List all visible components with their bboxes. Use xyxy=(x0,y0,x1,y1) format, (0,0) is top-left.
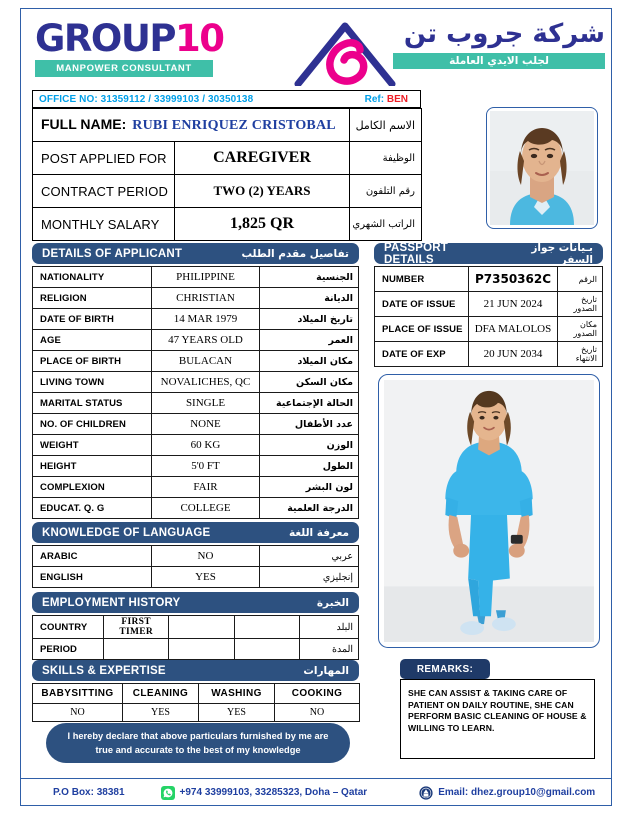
skill-header: CLEANING xyxy=(123,684,199,704)
passport-details-section xyxy=(374,243,603,367)
row-label: NO. OF CHILDREN xyxy=(33,414,152,435)
table-row xyxy=(375,317,603,342)
applicant-section-header xyxy=(32,243,359,264)
logo-tagline-band: MANPOWER CONSULTANT xyxy=(35,60,213,77)
fullname-cell xyxy=(33,109,350,142)
row-label: ENGLISH xyxy=(33,567,152,588)
arabic-tagline-band: لجلب الايدي العاملة xyxy=(393,53,605,69)
skill-value: NO xyxy=(275,704,360,722)
row-value: 5'0 FT xyxy=(152,456,260,477)
row-arabic-label: تاريخ الميلاد xyxy=(260,309,359,330)
applicant-id-photo xyxy=(486,107,598,229)
table-row xyxy=(375,267,603,292)
office-number-bar xyxy=(32,90,421,108)
table-row xyxy=(33,309,359,330)
section-title-ar: الخبرة xyxy=(316,596,349,609)
table-row xyxy=(33,208,422,241)
footer-pobox xyxy=(53,787,125,798)
ref-value: BEN xyxy=(386,93,408,105)
ref-label: Ref: xyxy=(364,93,385,105)
row-label: EDUCAT. Q. G xyxy=(33,498,152,519)
row-arabic-label: البلد xyxy=(300,616,359,639)
row-arabic-label: الطول xyxy=(260,456,359,477)
office-number-text: OFFICE NO: 31359112 / 33999103 / 30350138 xyxy=(39,93,254,105)
row-value-1: FIRST TIMER xyxy=(104,616,169,639)
row-label: AGE xyxy=(33,330,152,351)
row-label: NUMBER xyxy=(375,267,469,292)
employment-section-header xyxy=(32,592,359,613)
arabic-company-name: شركة جروب تن xyxy=(403,19,605,49)
section-title-en: SKILLS & EXPERTISE xyxy=(42,664,166,677)
row-value: 21 JUN 2024 xyxy=(469,292,558,317)
declaration-line-1: I hereby declare that above particulars furnished by me are xyxy=(67,731,329,741)
row-label: CONTRACT PERIOD xyxy=(33,175,175,208)
section-title-ar: المهارات xyxy=(303,664,349,677)
skill-value: NO xyxy=(33,704,123,722)
row-value: NO xyxy=(152,546,260,567)
row-value: YES xyxy=(152,567,260,588)
row-arabic-label: الدرجة العلمية xyxy=(260,498,359,519)
portrait-illustration xyxy=(490,111,594,225)
passport-details-table xyxy=(374,266,603,367)
row-label: PLACE OF BIRTH xyxy=(33,351,152,372)
row-value-2 xyxy=(169,616,234,639)
section-title-en: EMPLOYMENT HISTORY xyxy=(42,596,181,609)
row-value: NOVALICHES, QC xyxy=(152,372,260,393)
row-arabic-label: الوزن xyxy=(260,435,359,456)
row-value-3 xyxy=(234,616,299,639)
document-header xyxy=(30,16,605,86)
table-row xyxy=(375,292,603,317)
table-row xyxy=(33,288,359,309)
footer-email[interactable] xyxy=(419,786,595,800)
row-arabic-label: لون البشر xyxy=(260,477,359,498)
employment-table xyxy=(32,615,359,660)
row-label: NATIONALITY xyxy=(33,267,152,288)
row-arabic-label: الديانة xyxy=(260,288,359,309)
table-row xyxy=(33,704,360,722)
row-arabic-label: عربي xyxy=(260,546,359,567)
section-title-en: DETAILS OF APPLICANT xyxy=(42,247,183,260)
row-value: P7350362C xyxy=(469,267,558,292)
row-value-1 xyxy=(104,639,169,660)
row-label: RELIGION xyxy=(33,288,152,309)
row-value-3 xyxy=(234,639,299,660)
phone-text: +974 33999103, 33285323, Doha – Qatar xyxy=(179,787,368,798)
row-arabic-label: مكان الميلاد xyxy=(260,351,359,372)
language-table xyxy=(32,545,359,588)
section-title-ar: معرفة اللغة xyxy=(289,526,349,539)
arch-spiral-icon xyxy=(288,18,403,86)
skill-header: COOKING xyxy=(275,684,360,704)
skill-value: YES xyxy=(123,704,199,722)
company-logo-arabic xyxy=(390,18,605,69)
fullname-label: FULL NAME: xyxy=(41,116,127,132)
row-value: 20 JUN 2034 xyxy=(469,342,558,367)
skills-section xyxy=(32,660,359,722)
table-row xyxy=(33,435,359,456)
table-row xyxy=(33,351,359,372)
row-arabic-label: الجنسية xyxy=(260,267,359,288)
row-value: 60 KG xyxy=(152,435,260,456)
section-title-ar: تفاصيل مقدم الطلب xyxy=(241,247,349,260)
applicant-details-section xyxy=(32,243,359,519)
row-label: DATE OF ISSUE xyxy=(375,292,469,317)
fullname-arabic-label: الاسم الكامل xyxy=(350,109,422,142)
applicant-full-photo xyxy=(378,374,600,648)
table-row xyxy=(33,639,359,660)
table-row-fullname xyxy=(33,109,422,142)
table-row xyxy=(33,456,359,477)
language-section xyxy=(32,522,359,588)
table-row xyxy=(33,477,359,498)
row-value: 14 MAR 1979 xyxy=(152,309,260,330)
remarks-text-box: SHE CAN ASSIST & TAKING CARE OF PATIENT ON DAILY ROUTINE, SHE CAN PERFORM BASIC CLEANING OF HOUSE & WILLING TO LEARN. xyxy=(400,679,595,759)
row-arabic-label: الوظيفة xyxy=(350,142,422,175)
skills-table xyxy=(32,683,360,722)
passport-section-header xyxy=(374,243,603,264)
row-label: LIVING TOWN xyxy=(33,372,152,393)
pobox-text: P.O Box: 38381 xyxy=(53,787,125,798)
skill-header: WASHING xyxy=(199,684,275,704)
language-section-header xyxy=(32,522,359,543)
logo-wordmark xyxy=(35,17,224,60)
table-row xyxy=(33,142,422,175)
email-text: Email: dhez.group10@gmail.com xyxy=(438,787,596,798)
row-value: PHILIPPINE xyxy=(152,267,260,288)
row-value: SINGLE xyxy=(152,393,260,414)
row-label: PLACE OF ISSUE xyxy=(375,317,469,342)
row-label: COUNTRY xyxy=(33,616,104,639)
section-title-ar: بـيانات جواز السفر xyxy=(531,241,593,266)
row-arabic-label: رقم التلفون xyxy=(350,175,422,208)
row-value: NONE xyxy=(152,414,260,435)
footer-phone[interactable] xyxy=(161,786,368,800)
table-row xyxy=(33,393,359,414)
full-photo-image xyxy=(384,380,594,642)
row-arabic-label: الرقم xyxy=(558,267,603,292)
row-arabic-label: العمر xyxy=(260,330,359,351)
logo-text-group: GROUP xyxy=(35,17,175,60)
section-title-en: PASSPORT DETAILS xyxy=(384,241,449,266)
skill-value: YES xyxy=(199,704,275,722)
table-row xyxy=(33,616,359,639)
row-value: FAIR xyxy=(152,477,260,498)
whatsapp-icon xyxy=(161,786,175,800)
row-label: DATE OF BIRTH xyxy=(33,309,152,330)
table-row xyxy=(33,546,359,567)
skill-header: BABYSITTING xyxy=(33,684,123,704)
row-arabic-label: مكان السكن xyxy=(260,372,359,393)
row-value: CAREGIVER xyxy=(175,142,350,175)
row-label: COMPLEXION xyxy=(33,477,152,498)
row-arabic-label: الراتب الشهري xyxy=(350,208,422,241)
row-value: COLLEGE xyxy=(152,498,260,519)
row-value: CHRISTIAN xyxy=(152,288,260,309)
row-value: DFA MALOLOS xyxy=(469,317,558,342)
row-label: HEIGHT xyxy=(33,456,152,477)
email-icon xyxy=(419,786,433,800)
row-arabic-label: تاريخ الصدور xyxy=(558,292,603,317)
row-arabic-label: عدد الأطفال xyxy=(260,414,359,435)
declaration-line-2: true and accurate to the best of my knowledge xyxy=(95,745,301,755)
skills-section-header xyxy=(32,660,359,681)
table-row xyxy=(33,498,359,519)
row-label: MARITAL STATUS xyxy=(33,393,152,414)
row-value: TWO (2) YEARS xyxy=(175,175,350,208)
company-logo-mark xyxy=(288,18,403,86)
row-arabic-label: الحالة الإجتماعية xyxy=(260,393,359,414)
row-label: MONTHLY SALARY xyxy=(33,208,175,241)
row-value: 47 YEARS OLD xyxy=(152,330,260,351)
declaration-statement xyxy=(46,723,350,763)
applicant-details-table xyxy=(32,266,359,519)
reference-code xyxy=(365,94,420,105)
table-row xyxy=(33,267,359,288)
row-arabic-label: إنجليزي xyxy=(260,567,359,588)
full-body-illustration xyxy=(384,380,594,642)
row-value-2 xyxy=(169,639,234,660)
company-logo-english xyxy=(35,17,224,77)
row-label: PERIOD xyxy=(33,639,104,660)
table-row xyxy=(33,567,359,588)
row-label: POST APPLIED FOR xyxy=(33,142,175,175)
table-row xyxy=(375,342,603,367)
section-title-en: KNOWLEDGE OF LANGUAGE xyxy=(42,526,211,539)
table-row xyxy=(33,330,359,351)
row-value: 1,825 QR xyxy=(175,208,350,241)
table-row xyxy=(33,175,422,208)
row-label: DATE OF EXP xyxy=(375,342,469,367)
document-footer xyxy=(20,778,612,806)
summary-table xyxy=(32,108,422,241)
row-value: BULACAN xyxy=(152,351,260,372)
remarks-title-badge: REMARKS: xyxy=(400,659,490,679)
table-row xyxy=(33,414,359,435)
row-arabic-label: مكان الصدور xyxy=(558,317,603,342)
employment-history-section xyxy=(32,592,359,660)
row-arabic-label: تاريخ الانتهاء xyxy=(558,342,603,367)
logo-text-ten: 10 xyxy=(174,17,224,60)
table-row xyxy=(33,372,359,393)
row-label: ARABIC xyxy=(33,546,152,567)
row-label: WEIGHT xyxy=(33,435,152,456)
id-photo-image xyxy=(490,111,594,225)
table-header-row xyxy=(33,684,360,704)
fullname-value: RUBI ENRIQUEZ CRISTOBAL xyxy=(132,118,336,133)
row-arabic-label: المدة xyxy=(300,639,359,660)
